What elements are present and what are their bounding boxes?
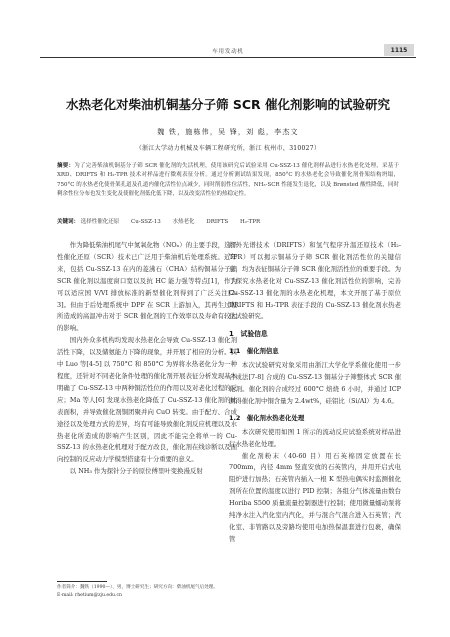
running-head: 车用发动机 xyxy=(212,49,244,55)
author-list: 魏 铁，施栋伟，吴 锋，刘 彪，李杰文 xyxy=(157,128,299,136)
body-paragraph: 作为降低柴油机尾气中氮氧化物（NOₓ）的主要手段，选择性催化还原（SCR）技术已广泛用于柴油机后处理系统。近年来，包括 Cu-SSZ-13 在内的菱沸石（CHA）结构铜基分子筛 SCR 催化剂以温度窗口宽以及抗 HC 能力强等特点[1]，作为可以适应国 V/VI 排放标准的新型催化剂得到了广泛关注[2-3]。但由于后处理系统中 DPF 在 SCR 上游加入，其再生过程所造成的高温冲击对于 SCR 催化剂的工作效率以及寿命有较大的影响。 xyxy=(57,241,237,333)
abstract xyxy=(57,162,399,199)
keyword-item: 水热老化 xyxy=(172,219,195,225)
abstract-text: 为了完善柴油机铜基分子筛 SCR 催化剂的失活机理，使用该研究后试验采用 Cu-SSZ-13 催化剂样品进行水热老化处理，采基于 XRD、DRIFTS 和 H₂-TPR 技术对样品进行微观表征分析。通过分析测试结果发现，850°C 的水热老化会导致催化剂骨架结构坍塌，750°C 的水热老化使骨架孔道及孔道内催化活性位点减少，同时削弱性位活性，NH₃-SCR 性能发生退化，以及 Brønsted 酸性降低，同时剩余性位分布也发生变化及使催化剂低化低下降，以及改变活性位的热稳定性。 xyxy=(57,163,399,197)
subsection-heading: 1.1 催化剂信息 xyxy=(229,347,279,356)
left-column xyxy=(57,240,237,478)
body-paragraph: 以 NH₃ 作为探针分子的原位傅里叶变换漫反射 xyxy=(69,467,203,476)
keywords xyxy=(57,217,399,225)
body-paragraph: 红外光谱技术（DRIFTS）和氢气程序升温还原技术（H₂-TPR）可以揭示铜基分子筛 SCR 催化剂活性位的关键信息，均为表征铜基分子筛 SCR 催化剂活性位的重要手段。为了探究水热老化对 Cu-SSZ-13 催化剂活性位的影响，完善 Cu-SSZ-13 催化剂的水热老化机理，本文开展了基于原位 DRIFTS 和 H₂-TPR 表征手段的 Cu-SSZ-13 催化剂水热老化试验研究。 xyxy=(229,241,401,321)
author-bio: 作者简介：魏铁（1990—），男，博士研究生；研究方向：柴油机尾气后处理。 xyxy=(57,585,218,590)
body-paragraph: 本次研究使用如图 1 所示的流动反应试验系统对样品进行水热老化处理。 xyxy=(229,427,401,448)
keyword-item: H₂-TPR xyxy=(240,219,261,225)
footnote xyxy=(57,584,227,600)
keyword-item: 选择性催化还原 xyxy=(80,219,120,225)
page-number: 1115 xyxy=(384,44,414,56)
header-rule xyxy=(40,57,416,58)
body-paragraph: 本次试验研究对象采用由浙江大学化学系催化使用一步合成法[7-8] 合成的 Cu-SSZ-13 铜基分子筛整体式 SCR 催化剂。催化剂的合成经过 600°C 焙烧 6 小时，并通过 ICP 测得催化剂中铜含量为 2.4wt%，硅铝比（Si/Al）为 4.6。 xyxy=(229,361,401,405)
keyword-item: DRIFTS xyxy=(206,219,229,225)
body-paragraph: 国内外众多机构均发现水热老化会导致 Cu-SSZ-13 催化剂活性下降，以及储氨能力下降的现象，并开展了相应的分析。其中 Luo 等[4-5] 以 750°C 和 850°C 为界将水热老化分为一种程度，还针对不同老化条件处理的催化剂开展表征分析发现基本明确了 Cu-SSZ-13 中两种铜活性位的作用以及对老化过程的反应；Ma 等人[6] 发现水热老化降低了 Cu-SSZ-13 催化剂的比表面积，并导致催化剂铜团聚并向 CuO 转变。由于配方、合成途径以及处理方式的差异，均有可能导致催化剂反应机理以及水热老化所造成的影响产生区别，因此不能完全将单一的 Cu-SSZ-13 的水热老化机理对于配方改良，催化剂在线诊断以及面向控制的反应动力学模型搭建有十分重要的意义。 xyxy=(57,336,237,464)
keyword-item: Cu-SSZ-13 xyxy=(131,219,161,225)
body-paragraph: 催化剂粉末（40-60 目）用石英棉固定放置在长 700mm，内径 4mm 竖直安放的石英管内，并用开启式电阻炉进行加热；石英管内插入一根 K 型热电偶实时监测催化剂所在位置的温度以进行 PID 控制；各组分气体流量由数台 Horiba S500 质量流量控制器进行控制；使用微量蠕动泵将纯净水注入汽化室内汽化，并与混合气混合进入石英管；汽化室、非管路以及旁路均使用电加热保温套进行包裹，确保管 xyxy=(229,451,401,543)
paper-title: 水热老化对柴油机铜基分子筛 SCR 催化剂影响的试验研究 xyxy=(65,97,390,112)
author-email: E-mail: rhetium@zju.edu.cn xyxy=(57,593,123,598)
subsection-heading: 1.2 催化剂水热老化处理 xyxy=(229,413,305,422)
abstract-label: 摘要： xyxy=(57,163,75,169)
affiliation: （浙江大学动力机械及车辆工程研究所，浙江 杭州市，310027） xyxy=(135,145,321,152)
right-column xyxy=(229,240,401,546)
keywords-label: 关键词： xyxy=(57,219,80,225)
footnote-rule xyxy=(57,581,107,582)
section-heading: 1 试验信息 xyxy=(229,330,268,339)
